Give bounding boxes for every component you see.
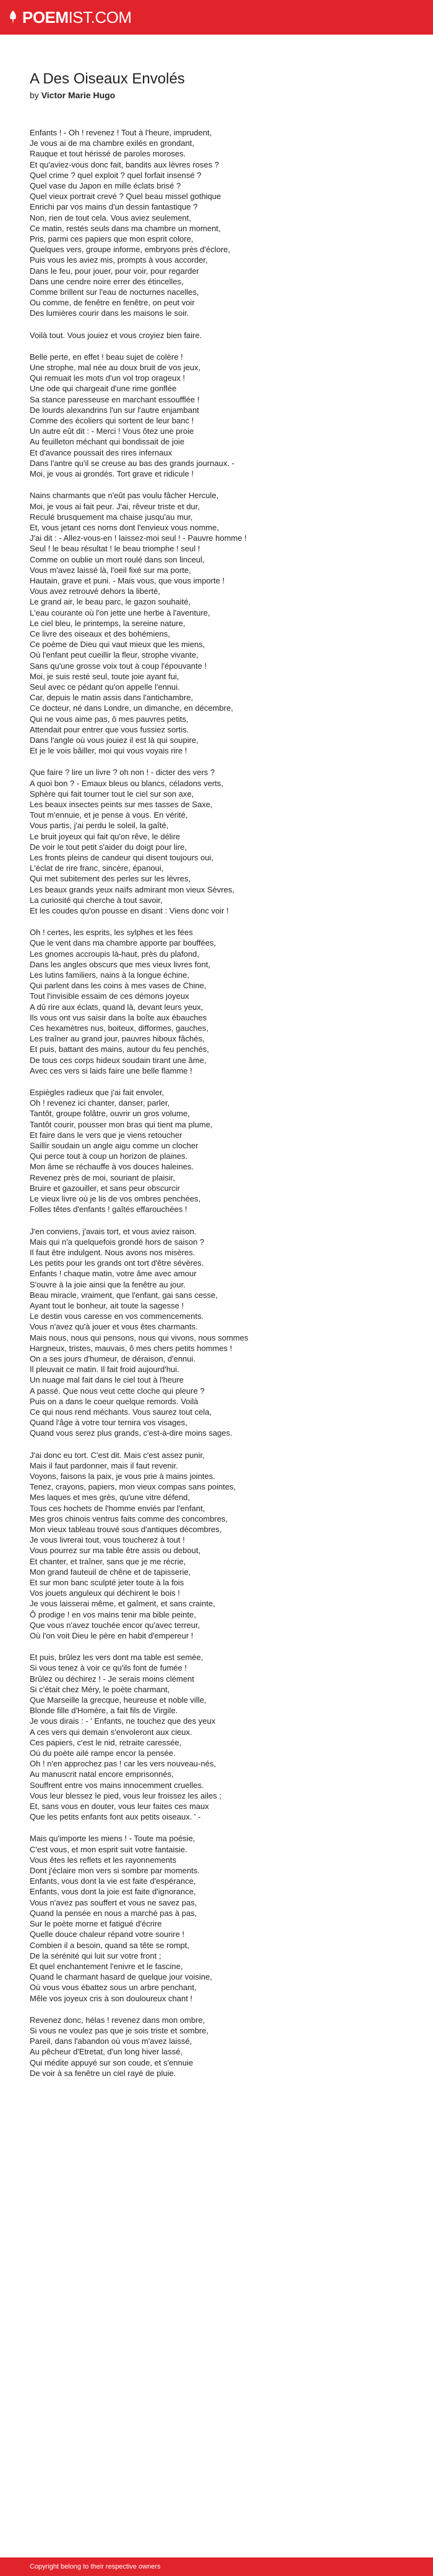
poem-line: Le grand air, le beau parc, le gazon souhaité, <box>30 597 191 607</box>
poem-line: De la sérénité qui luit sur votre front ; <box>30 1951 161 1960</box>
poem-line: Bruire et gazouiller, et sans peur obscurcir <box>30 1183 180 1193</box>
poem-line: Et, vous jetant ces noms dont l'envieux vous nomme, <box>30 522 219 532</box>
poem-line: Espiègles radieux que j'ai fait envoler, <box>30 1088 165 1098</box>
byline-by: by <box>30 90 39 100</box>
poem-line: Dans l'antre qu'il se creuse au bas des grands journaux. - <box>30 458 234 468</box>
poem-stanza <box>30 1450 403 1642</box>
poem-line: Et je le vois bâiller, moi qui vous voyais rire ! <box>30 746 187 756</box>
poem-line: Hargneux, tristes, mauvais, ô mes chers petits hommes ! <box>30 1343 233 1353</box>
poem-stanza <box>30 927 403 1076</box>
poem-body <box>30 127 403 2078</box>
poem-line: Tenez, crayons, papiers, mon vieux compas sans pointes, <box>30 1482 236 1492</box>
poem-line: Qui parlent dans les coins à mes vases de Chine, <box>30 981 207 991</box>
poem-line: Reculé brusquement ma chaise jusqu'au mur, <box>30 512 193 522</box>
poem-line: Quel vieux portrait crevé ? Quel beau missel gothique <box>30 192 221 201</box>
poem-line: Quel crime ? quel exploit ? quel forfait insensé ? <box>30 170 202 180</box>
poem-line: Pareil, dans l'abandon où vous m'avez laissé, <box>30 2036 192 2046</box>
poem-line: De voir le tout petit s'aider du doigt pour lire, <box>30 842 187 852</box>
poem-line: De lourds alexandrins l'un sur l'autre enjambant <box>30 405 199 415</box>
poem-line: Dans les angles obscurs que mes vieux livres font, <box>30 959 210 969</box>
poem-line: Où l'on voit Dieu le père en habit d'empereur ! <box>30 1631 194 1641</box>
poem-line: Une ode qui chargeait d'une rime gonflée <box>30 384 177 394</box>
poem-line: Quelle douce chaleur répand votre sourire ! <box>30 1930 185 1939</box>
poem-line: Ces papiers, c'est le nid, retraite caressée, <box>30 1737 182 1747</box>
poem-line: Oh ! revenez ici chanter, danser, parler, <box>30 1098 170 1108</box>
poem-line: Le vieux livre où je lis de vos ombres penchées, <box>30 1194 201 1204</box>
poem-line: Où vous vous ébattez sous un arbre penchant, <box>30 1983 197 1993</box>
poem-line: Ce poème de Dieu qui vaut mieux que les miens, <box>30 640 205 650</box>
poem-line: Puis on a dans le coeur quelque remords. Voilà <box>30 1396 199 1406</box>
poem-line: Car, depuis le matin assis dans l'antichambre, <box>30 693 194 703</box>
poem-line: Sa stance paresseuse en marchant essoufflée ! <box>30 394 200 404</box>
poem-line: Je vous dirais : - ' Enfants, ne touchez que des yeux <box>30 1716 216 1726</box>
poem-line: Tantôt, groupe folâtre, ouvrir un gros volume, <box>30 1109 190 1119</box>
poem-line: Dans le feu, pour jouer, pour voir, pour regarder <box>30 266 199 276</box>
poem-line: Les beaux grands yeux naïfs admirant mon vieux Sèvres, <box>30 884 234 894</box>
poem-line: Enfants ! - Oh ! revenez ! Tout à l'heure, imprudent, <box>30 128 212 137</box>
poem-line: Que faire ? lire un livre ? oh non ! - dicter des vers ? <box>30 768 215 777</box>
poem-line: Ce matin, restés seuls dans ma chambre un moment, <box>30 223 221 233</box>
brand-wordmark <box>22 9 132 25</box>
poem-stanza <box>30 1226 403 1439</box>
poem-title: A Des Oiseaux Envolés <box>30 70 185 87</box>
brand-rest: IST.COM <box>68 8 132 27</box>
poem-line: Et, sans vous en douter, vous leur faites ces maux <box>30 1802 209 1811</box>
poem-line: Moi, je suis resté seul, toute joie ayant fui, <box>30 671 179 681</box>
poem-line: Les petits pour les grands ont tort d'être sévères. <box>30 1258 204 1268</box>
poem-stanza <box>30 352 403 479</box>
poem-line: Brûlez ou déchirez ! - Je serais moins clément <box>30 1674 194 1684</box>
poem-line: Le bruit joyeux qui fait qu'on rêve, le délire <box>30 831 181 841</box>
poem-line: Tantôt courir, pousser mon bras qui tient ma plume, <box>30 1119 213 1129</box>
poem-line: Mes gros chinois ventrus faits comme des concombres, <box>30 1514 228 1523</box>
poem-line: Seul avec ce pédant qu'on appelle l'ennui. <box>30 682 180 692</box>
poem-line: Souffrent entre vos mains innocemment cruelles. <box>30 1780 204 1790</box>
poem-line: Ou comme, de fenêtre en fenêtre, on peut voir <box>30 298 195 308</box>
poem-line: Mon âme se réchauffe à vos douces haleines. <box>30 1162 194 1172</box>
poem-stanza <box>30 330 403 341</box>
poem-stanza <box>30 490 403 756</box>
poem-line: Les gnomes accroupis là-haut, près du plafond, <box>30 949 199 959</box>
poem-line: Où du poète ailé rampe encor la pensée. <box>30 1748 176 1758</box>
poem-line: Et faire dans le vers que je viens retoucher <box>30 1130 182 1140</box>
poem-line: Les beaux insectes peints sur mes tasses de Saxe, <box>30 799 213 809</box>
poem-line: Un autre eût dit : - Merci ! Vous ôtez une proie <box>30 426 194 436</box>
site-footer <box>0 2557 433 2576</box>
poem-line: Comme des écoliers qui sortent de leur banc ! <box>30 416 194 426</box>
poem-line: J'ai donc eu tort. C'est dit. Mais c'est assez punir, <box>30 1450 205 1460</box>
poem-line: Hautain, grave et puni. - Mais vous, que vous importe ! <box>30 575 225 585</box>
poem-line: Si c'était chez Méry, le poète charmant, <box>30 1684 170 1694</box>
poem-line: C'est vous, et mon esprit suit votre fantaisie. <box>30 1844 187 1854</box>
poem-line: Ce livre des oiseaux et des bohémiens, <box>30 629 170 638</box>
copyright-text: Copyright belong to their respective owners <box>30 2563 161 2570</box>
poem-line: Au feuilleton méchant qui bondissait de joie <box>30 437 185 447</box>
poem-line: Tout m'ennuie, et je pense à vous. En vérité, <box>30 810 188 820</box>
poem-line: Vous leur blessez le pied, vous leur froissez les ailes ; <box>30 1790 221 1800</box>
poem-line: Qui remuait les mots d'un vol trop orageux ! <box>30 373 186 383</box>
poem-stanza <box>30 2015 403 2078</box>
poem-line: Qui ne vous aime pas, ô mes pauvres petits, <box>30 714 189 724</box>
poem-line: Et puis, brûlez les vers dont ma table est semée, <box>30 1653 204 1663</box>
poem-line: Beau miracle, vraiment, que l'enfant, gai sans cesse, <box>30 1290 218 1300</box>
poem-line: Rauque et tout hérissé de paroles moroses. <box>30 149 186 159</box>
poem-content <box>0 70 433 2078</box>
poem-line: Et d'avance poussait des rires infernaux <box>30 447 173 457</box>
poem-line: Qui médite appuyé sur son coude, et s'ennuie <box>30 2057 194 2067</box>
poem-line: Et les coudes qu'on pousse en disant : Viens donc voir ! <box>30 906 229 916</box>
poem-line: Moi, je vous ai grondés. Tort grave et ridicule ! <box>30 469 194 479</box>
poem-line: Tous ces hochets de l'homme enviés par l'enfant, <box>30 1503 205 1513</box>
poem-line: Quand l'âge à votre tour ternira vos visages, <box>30 1418 187 1428</box>
poem-line: Non, rien de tout cela. Vous aviez seulement, <box>30 213 191 222</box>
poem-line: Enfants, vous dont la joie est faite d'ignorance, <box>30 1887 196 1897</box>
poem-line: Moi, je vous ai fait peur. J'ai, rêveur triste et dur, <box>30 501 200 511</box>
poem-line: Ayant tout le bonheur, ait toute la sagesse ! <box>30 1300 184 1310</box>
poem-line: Belle perte, en effet ! beau sujet de colère ! <box>30 352 183 362</box>
poem-line: Quel vase du Japon en mille éclats brisé ? <box>30 181 181 191</box>
poem-line: Mon vieux tableau trouvé sous d'antiques décombres, <box>30 1524 222 1534</box>
poem-line: La curiosité qui cherche à tout savoir, <box>30 895 163 905</box>
poem-line: Qui perce tout à coup un horizon de plaines. <box>30 1151 188 1161</box>
poem-line: Que vous n'avez touchée encor qu'avec terreur, <box>30 1620 200 1630</box>
poem-line: Je vous ai de ma chambre exilés en grondant, <box>30 138 194 148</box>
poem-line: Vous avez retrouvé dehors la liberté, <box>30 587 161 596</box>
poem-line: Mais il faut pardonner, mais il faut revenir. <box>30 1460 178 1470</box>
site-header <box>0 0 433 35</box>
poem-stanza <box>30 1652 403 1822</box>
poem-line: Vous n'avez pas souffert et vous ne savez pas, <box>30 1897 197 1907</box>
poem-line: Mais qu'importe les miens ! - Toute ma poésie, <box>30 1834 195 1844</box>
poem-line: L'eau courante où l'on jette une herbe à l'aventure, <box>30 608 210 617</box>
poem-line: Attendait pour entrer que vous fussiez sortis. <box>30 724 189 734</box>
poem-line: Que les petits enfants font aux petits oiseaux. ' - <box>30 1812 201 1822</box>
poem-line: Que le vent dans ma chambre apporte par bouffées, <box>30 938 216 948</box>
poem-line: Et quel enchantement l'enivre et le fascine, <box>30 1961 183 1971</box>
poem-line: Comme brillent sur l'eau de nocturnes nacelles, <box>30 287 199 297</box>
poem-line: Le destin vous caresse en vos commencements. <box>30 1311 204 1321</box>
brand-bold: POEM <box>22 8 69 27</box>
poem-line: Enrichi par vos mains d'un dessin fantastique ? <box>30 202 198 212</box>
poem-line: De voir à sa fenêtre un ciel rayé de pluie. <box>30 2068 176 2078</box>
poem-line: Les fronts pleins de candeur qui disent toujours oui, <box>30 853 214 862</box>
poem-line: De tous ces corps hideux soudain tirant une âme, <box>30 1055 207 1065</box>
poem-line: Il faut être indulgent. Nous avons nos misères. <box>30 1247 195 1257</box>
poem-line: Un nuage mal fait dans le ciel tout à l'heure <box>30 1375 184 1385</box>
poem-line: Seul ! le beau résultat ! le beau triomphe ! seul ! <box>30 544 200 554</box>
poem-stanza <box>30 767 403 916</box>
poem-line: Tout l'invisible essaim de ces démons joyeux <box>30 991 189 1001</box>
poem-line: Ils vous ont vus saisir dans la boîte aux ébauches <box>30 1012 207 1022</box>
poem-line: Enfants ! chaque matin, votre âme avec amour <box>30 1269 197 1279</box>
poem-line: Avec ces vers si laids faire une belle flamme ! <box>30 1066 192 1075</box>
poem-line: A dû rire aux éclats, quand là, devant leurs yeux, <box>30 1002 204 1012</box>
poem-line: Mais nous, nous qui pensons, nous qui vivons, nous sommes <box>30 1332 249 1342</box>
poem-line: Dont j'éclaire mon vers si sombre par moments. <box>30 1866 200 1876</box>
poem-line: Quand la pensée en nous a marché pas à pas, <box>30 1908 197 1918</box>
poem-line: On a ses jours d'humeur, de déraison, d'ennui. <box>30 1354 196 1363</box>
poem-line: Et chanter, et traîner, sans que je me récrie, <box>30 1556 186 1566</box>
poem-line: Comme on oublie un mort roulé dans son linceul, <box>30 554 205 564</box>
poem-line: Mêle vos joyeux cris à son douloureux chant ! <box>30 1993 193 2003</box>
poem-line: Je vous livrerai tout, vous toucherez à tout ! <box>30 1535 185 1545</box>
poem-line: Et puis, battant des mains, autour du feu penchés, <box>30 1044 209 1054</box>
poem-line: Au pêcheur d'Etretat, d'un long hiver lassé, <box>30 2047 183 2057</box>
poem-author[interactable]: Victor Marie Hugo <box>41 90 116 100</box>
poem-line: Vous êtes les reflets et les rayonnements <box>30 1855 177 1865</box>
poem-line: Vous partis, j'ai perdu le soleil, la gaîté, <box>30 821 169 831</box>
poem-line: Folles têtes d'enfants ! gaîtés effarouchées ! <box>30 1205 187 1214</box>
poem-line: Et sur mon banc sculpté jeter toute à la fois <box>30 1578 184 1587</box>
poem-line: Ce docteur, né dans Londre, un dimanche, en décembre, <box>30 703 233 713</box>
poem-line: Une strophe, mal née au doux bruit de vos jeux, <box>30 363 201 373</box>
poem-line: Dans l'angle où vous jouiez il est là qui soupire, <box>30 735 199 745</box>
poem-line: Mais qui n'a quelquefois grondé hors de saison ? <box>30 1237 205 1247</box>
poem-line: Vous n'avez qu'à jouer et vous êtes charmants. <box>30 1322 198 1332</box>
poem-line: Le ciel bleu, le printemps, la sereine nature, <box>30 618 186 628</box>
poem-line: Quand le charmant hasard de quelque jour voisine, <box>30 1972 212 1982</box>
poem-line: Oh ! n'en approchez pas ! car les vers nouveau-nés, <box>30 1759 216 1769</box>
poem-line: Les traîner au grand jour, pauvres hiboux fâchés, <box>30 1034 205 1044</box>
poem-stanza <box>30 127 403 319</box>
poem-line: Pris, parmi ces papiers que mon esprit colore, <box>30 234 194 244</box>
poem-line: Blonde fille d'Homère, a fait fils de Virgile. <box>30 1706 178 1716</box>
poem-line: S'ouvre à la joie ainsi que la fenêtre au jour. <box>30 1279 186 1289</box>
poem-line: Voyons, faisons la paix, je vous prie à mains jointes. <box>30 1471 215 1481</box>
poem-line: A passé. Que nous veut cette cloche qui pleure ? <box>30 1386 205 1396</box>
poem-line: Voilà tout. Vous jouiez et vous croyiez bien faire. <box>30 330 202 340</box>
poem-line: Sans qu'une grosse voix tout à coup l'épouvante ! <box>30 661 207 671</box>
poem-line: J'ai dit : - Allez-vous-en ! laissez-moi seul ! - Pauvre homme ! <box>30 533 247 543</box>
poem-line: Vous pourrez sur ma table être assis ou debout, <box>30 1546 201 1556</box>
poem-line: Oh ! certes, les esprits, les sylphes et les fées <box>30 928 193 938</box>
site-logo[interactable] <box>9 9 132 25</box>
poem-byline <box>30 90 403 100</box>
quill-icon <box>9 11 17 24</box>
poem-line: Vous m'avez laissé là, l'oeil fixé sur ma porte, <box>30 565 191 575</box>
poem-line: Quelques vers, groupe informe, embryons près d'éclore, <box>30 245 231 255</box>
poem-line: A ces vers qui demain s'envoleront aux cieux. <box>30 1727 192 1737</box>
poem-line: L'éclat de rire franc, sincère, épanoui, <box>30 863 164 873</box>
poem-line: Les lutins familiers, nains à la longue échine, <box>30 970 189 980</box>
poem-line: A quoi bon ? - Emaux bleus ou blancs, céladons verts, <box>30 778 223 788</box>
poem-line: Si vous ne voulez pas que je sois triste et sombre, <box>30 2025 209 2035</box>
poem-line: Mes laques et mes grès, qu'une vitre défend, <box>30 1493 191 1502</box>
poem-line: Que Marseille la grecque, heureuse et noble ville, <box>30 1695 207 1705</box>
poem-line: Dans une cendre noire errer des étincelles, <box>30 276 184 286</box>
poem-line: Des lumières courir dans les maisons le soir. <box>30 308 189 318</box>
poem-line: Ces hexamètres nus, boiteux, difformes, gauches, <box>30 1023 208 1033</box>
poem-line: Qui met subitement des perles sur les lèvres, <box>30 874 191 884</box>
poem-line: Je vous laisserai même, et gaîment, et sans crainte, <box>30 1599 215 1609</box>
poem-line: Où l'enfant peut cueillir la fleur, strophe vivante, <box>30 650 199 660</box>
poem-line: Puis vous les aviez mis, prompts à vous accorder, <box>30 255 208 265</box>
poem-stanza <box>30 1833 403 2003</box>
poem-line: Au manuscrit natal encore emprisonnés, <box>30 1769 174 1779</box>
poem-line: Et qu'aviez-vous donc fait, bandits aux lèvres roses ? <box>30 159 219 169</box>
poem-line: Ce qui nous rend méchants. Vous saurez tout cela, <box>30 1407 212 1417</box>
poem-line: Quand vous serez plus grands, c'est-à-dire moins sages. <box>30 1428 233 1438</box>
poem-line: Si vous tenez à voir ce qu'ils font de fumée ! <box>30 1663 187 1673</box>
poem-line: Enfants, vous dont la vie est faite d'espérance, <box>30 1876 196 1886</box>
poem-line: Revenez près de moi, souriant de plaisir, <box>30 1172 175 1182</box>
poem-line: Combien il a besoin, quand sa tête se rompt, <box>30 1940 189 1950</box>
poem-line: Revenez donc, hélas ! revenez dans mon ombre, <box>30 2015 205 2025</box>
poem-line: Saillir soudain un angle aigu comme un clocher <box>30 1141 199 1151</box>
poem-line: Ô prodige ! en vos mains tenir ma bible peinte, <box>30 1609 196 1619</box>
poem-line: Sphère qui fait tourner tout le ciel sur son axe, <box>30 789 194 799</box>
poem-line: Il pleuvait ce matin. Il fait froid aujourd'hui. <box>30 1365 179 1375</box>
poem-line: Vos jouets anguleux qui déchirent le bois ! <box>30 1588 180 1598</box>
poem-line: Mon grand fauteuil de chêne et de tapisserie, <box>30 1567 191 1577</box>
poem-stanza <box>30 1087 403 1214</box>
poem-line: Sur le poète morne et fatigué d'écrire <box>30 1919 162 1929</box>
poem-line: Nains charmants que n'eût pas voulu fâcher Hercule, <box>30 491 219 501</box>
poem-line: J'en conviens, j'avais tort, et vous aviez raison. <box>30 1226 197 1236</box>
